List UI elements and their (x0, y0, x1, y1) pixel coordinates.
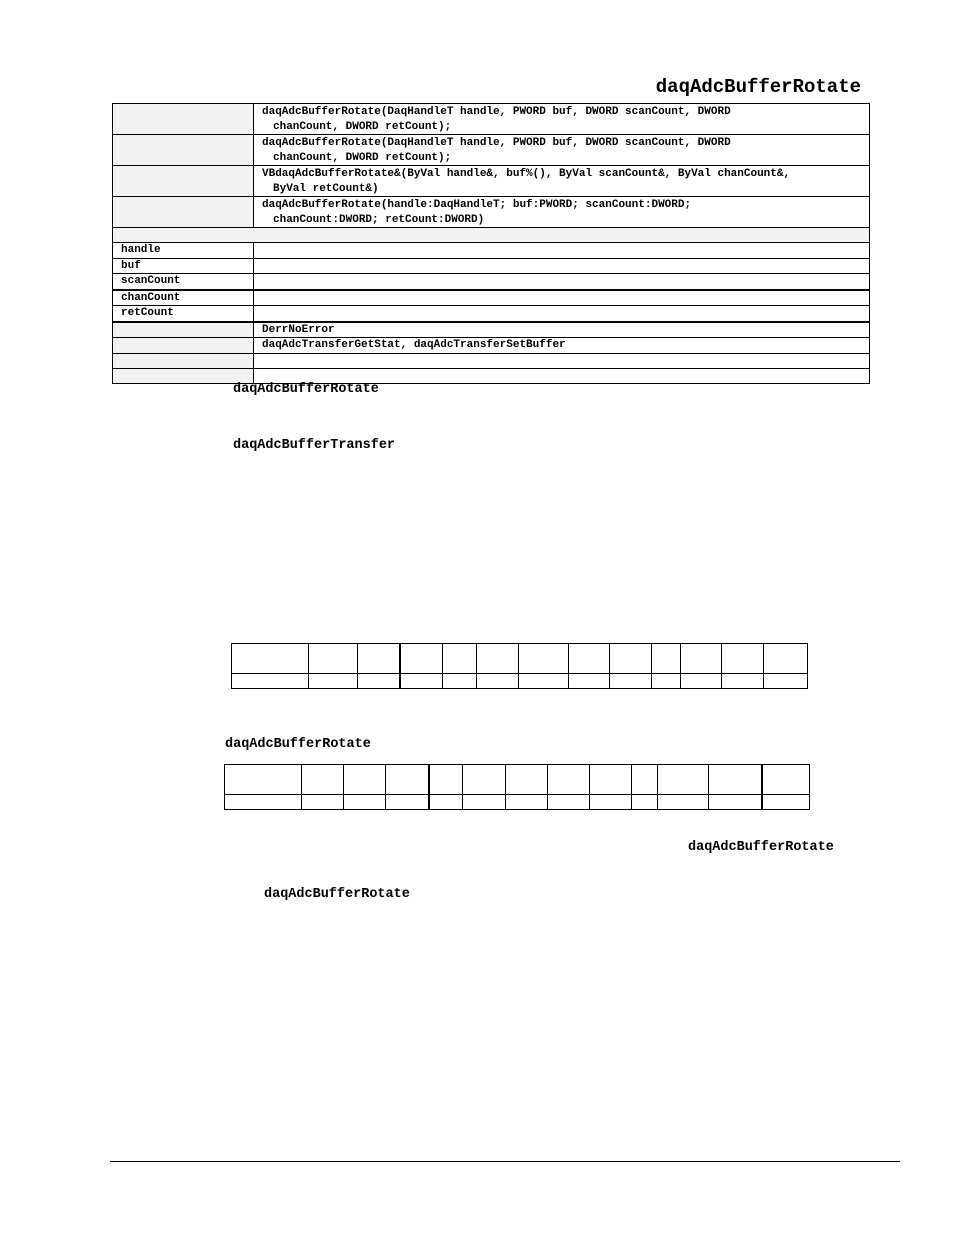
prototype-row (113, 166, 870, 197)
parameter-name: scanCount (113, 274, 254, 290)
buffer-cell (344, 795, 386, 810)
spec-row (113, 368, 870, 383)
buffer-cell (443, 674, 477, 689)
parameter-row (113, 274, 870, 290)
see-also-row (113, 338, 870, 354)
buffer-cell (762, 795, 810, 810)
buffer-cell (610, 674, 652, 689)
buffer-cell (386, 795, 429, 810)
returns-value: DerrNoError (254, 322, 870, 338)
prototype-row (113, 104, 870, 135)
buffer-cell (632, 795, 658, 810)
buffer-cell (632, 765, 658, 795)
spec-value (254, 353, 870, 368)
buffer-cell (429, 765, 463, 795)
prototype-cell (254, 104, 870, 135)
buffer-cell (386, 765, 429, 795)
function-reference: daqAdcBufferRotate (225, 737, 371, 752)
buffer-cell (358, 674, 400, 689)
prototype-line: VBdaqAdcBufferRotate&(ByVal handle&, buf%(), ByVal scanCount&, ByVal chanCount&, (262, 168, 791, 180)
prototype-row (113, 135, 870, 166)
buffer-cell (309, 644, 358, 674)
buffer-cell (429, 795, 463, 810)
parameter-row (113, 243, 870, 259)
spec-row (113, 353, 870, 368)
buffer-cell (400, 644, 443, 674)
buffer-cell (709, 765, 762, 795)
buffer-cell (658, 795, 709, 810)
buffer-cell (463, 765, 506, 795)
parameter-name: chanCount (113, 290, 254, 306)
parameter-description (254, 243, 870, 259)
function-reference: daqAdcBufferRotate (233, 382, 379, 397)
prototype-language-label (113, 197, 254, 228)
buffer-cell (344, 765, 386, 795)
buffer-diagram-row (232, 674, 808, 689)
prototype-language-label (113, 104, 254, 135)
buffer-cell (590, 795, 632, 810)
buffer-diagram-after (224, 764, 810, 810)
buffer-cell (569, 674, 610, 689)
parameter-description (254, 258, 870, 274)
parameter-row (113, 290, 870, 306)
function-reference: daqAdcBufferRotate (264, 887, 410, 902)
buffer-cell (569, 644, 610, 674)
buffer-cell (463, 795, 506, 810)
prototype-line: daqAdcBufferRotate(DaqHandleT handle, PWORD buf, DWORD scanCount, DWORD (262, 106, 731, 118)
buffer-cell (302, 795, 344, 810)
buffer-cell (548, 795, 590, 810)
buffer-cell (652, 674, 681, 689)
prototype-line: ByVal retCount&) (273, 182, 379, 195)
prototype-row (113, 197, 870, 228)
buffer-cell (658, 765, 709, 795)
returns-row (113, 322, 870, 338)
parameter-description (254, 274, 870, 290)
buffer-cell (548, 765, 590, 795)
buffer-cell (309, 674, 358, 689)
function-reference: daqAdcBufferTransfer (233, 438, 396, 453)
buffer-diagram-before (231, 643, 808, 689)
returns-label (113, 322, 254, 338)
prototype-line: chanCount:DWORD; retCount:DWORD) (273, 213, 485, 226)
prototype-line: daqAdcBufferRotate(handle:DaqHandleT; buf:PWORD; scanCount:DWORD; (262, 199, 692, 211)
buffer-cell (722, 674, 764, 689)
parameter-row (113, 258, 870, 274)
buffer-cell (358, 644, 400, 674)
buffer-cell (225, 765, 302, 795)
footer-rule (110, 1161, 900, 1162)
buffer-cell (681, 644, 722, 674)
spec-value (254, 368, 870, 383)
buffer-cell (519, 644, 569, 674)
buffer-cell (762, 765, 810, 795)
parameter-name: handle (113, 243, 254, 259)
prototype-line: chanCount, DWORD retCount); (273, 120, 452, 133)
parameter-description (254, 290, 870, 306)
parameter-name: buf (113, 258, 254, 274)
buffer-diagram-header-row (225, 765, 810, 795)
buffer-cell (477, 644, 519, 674)
parameters-header-row (113, 228, 870, 243)
buffer-cell (506, 795, 548, 810)
buffer-cell (225, 795, 302, 810)
buffer-cell (400, 674, 443, 689)
buffer-cell (232, 644, 309, 674)
parameters-header (113, 228, 870, 243)
buffer-cell (681, 674, 722, 689)
see-also-value: daqAdcTransferGetStat, daqAdcTransferSetBuffer (254, 338, 870, 354)
buffer-cell (443, 644, 477, 674)
buffer-cell (652, 644, 681, 674)
buffer-cell (232, 674, 309, 689)
buffer-cell (610, 644, 652, 674)
prototype-cell (254, 197, 870, 228)
function-spec-table (112, 103, 870, 384)
buffer-cell (764, 644, 808, 674)
parameter-name: retCount (113, 306, 254, 322)
prototype-language-label (113, 166, 254, 197)
prototype-language-label (113, 135, 254, 166)
prototype-cell (254, 135, 870, 166)
buffer-cell (722, 644, 764, 674)
page-title: daqAdcBufferRotate (655, 76, 861, 98)
spec-label (113, 353, 254, 368)
parameter-description (254, 306, 870, 322)
buffer-cell (709, 795, 762, 810)
see-also-label (113, 338, 254, 354)
prototype-line: chanCount, DWORD retCount); (273, 151, 452, 164)
parameter-row (113, 306, 870, 322)
buffer-diagram-header-row (232, 644, 808, 674)
buffer-cell (477, 674, 519, 689)
buffer-diagram-row (225, 795, 810, 810)
spec-label (113, 368, 254, 383)
buffer-cell (302, 765, 344, 795)
prototype-cell (254, 166, 870, 197)
prototype-line: daqAdcBufferRotate(DaqHandleT handle, PWORD buf, DWORD scanCount, DWORD (262, 137, 731, 149)
buffer-cell (506, 765, 548, 795)
buffer-cell (590, 765, 632, 795)
buffer-cell (764, 674, 808, 689)
buffer-cell (519, 674, 569, 689)
function-reference: daqAdcBufferRotate (688, 840, 834, 855)
